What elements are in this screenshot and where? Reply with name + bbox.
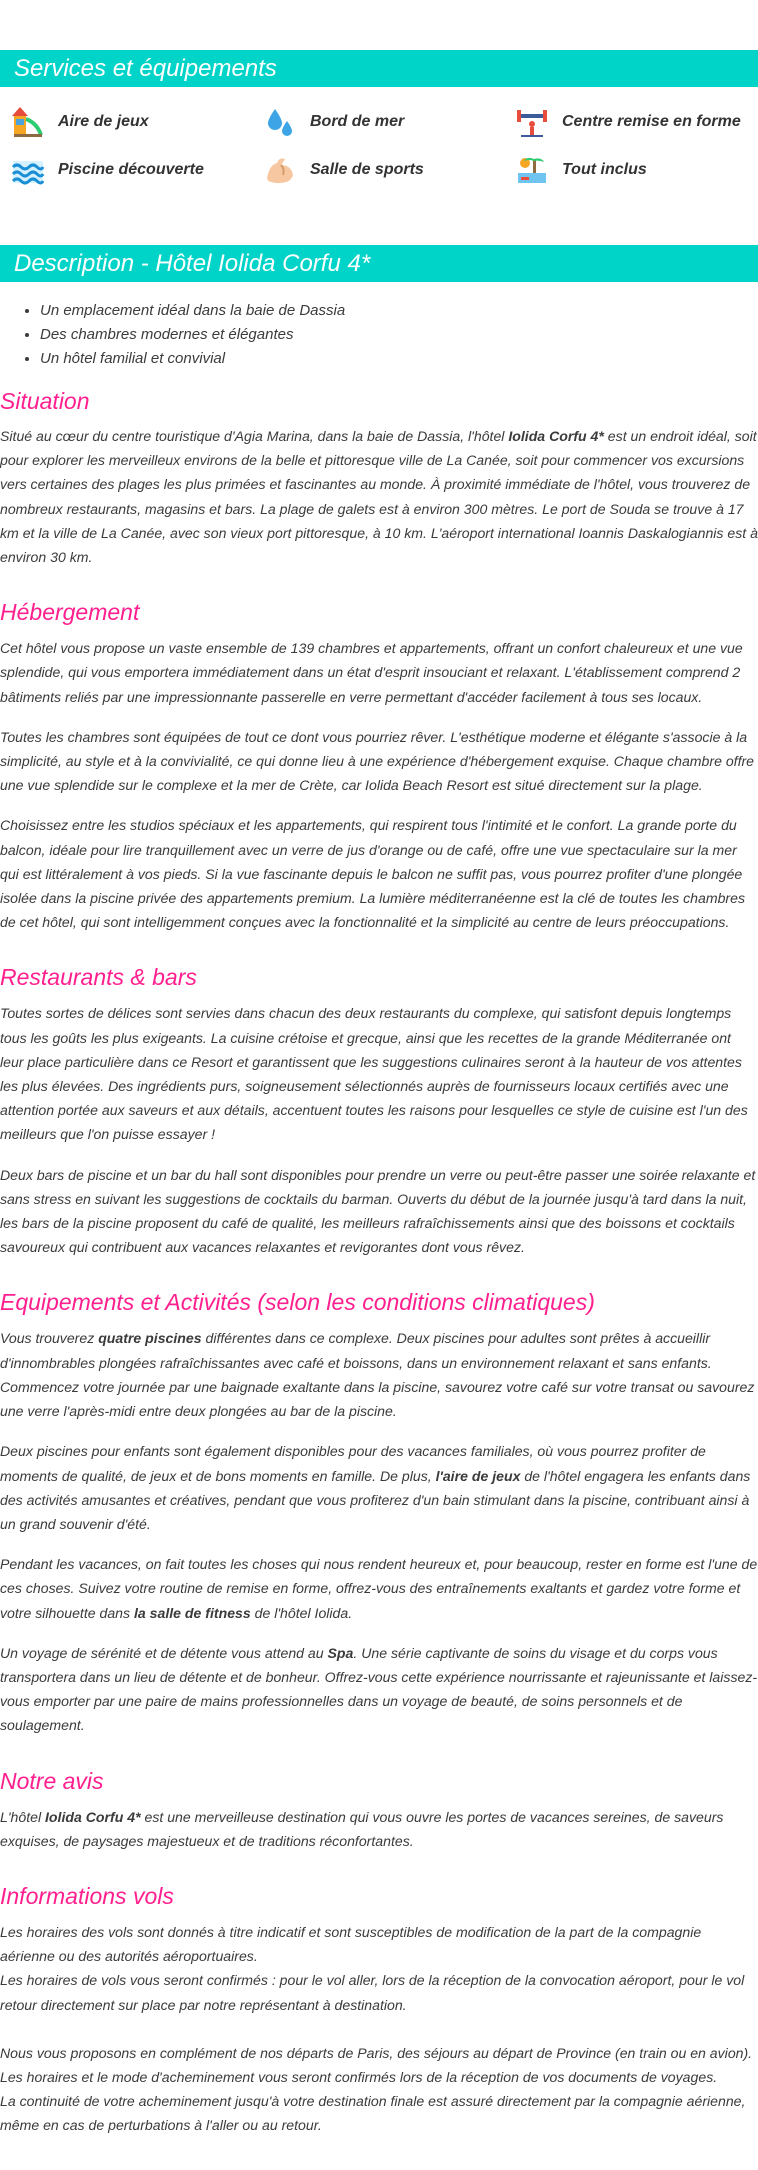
- muscle-arm-icon: [262, 152, 298, 188]
- main-content: [0, 388, 758, 2138]
- hebergement-paragraph: Cet hôtel vous propose un vaste ensemble de 139 chambres et appartements, offrant un confort chaleureux et une vue splendide, qui vous emportera immédiatement dans un état d'esprit insouciant et relaxant. L'établissement comprend 2 bâtiments reliés par une impressionnante passerelle en verre permettant d'accéder facilement à tous ses locaux.: [0, 640, 743, 705]
- hebergement-paragraph: Toutes les chambres sont équipées de tout ce dont vous pourriez rêver. L'esthétique moderne et élégante s'associe à la simplicité, au style et à la convivialité, ce qui donne lieu à une expérience d'hébergement exquise. Chaque chambre offre une vue splendide sur le complexe et la mer de Crète, car Iolida Beach Resort est situé directement sur la plage.: [0, 728, 755, 794]
- fitness-center-icon: [514, 104, 550, 140]
- vols-line: Les horaires des vols sont donnés à titre indicatif et sont susceptibles de modification de la part de la compagnie aérienne ou des autorités aéroportuaires.: [0, 1923, 702, 1965]
- water-drops-icon: [262, 104, 298, 140]
- service-label: Bord de mer: [310, 113, 405, 130]
- service-label: Tout inclus: [562, 161, 647, 178]
- vols-line: La continuité de votre acheminement jusqu'à votre destination finale est assuré directement par la compagnie aérienne, même en cas de perturbations à l'aller ou au retour.: [0, 2093, 746, 2134]
- hebergement-paragraph: Choisissez entre les studios spéciaux et les appartements, qui respirent tous l'intimité et le confort. La grande porte du balcon, idéale pour lire tranquillement avec un verre de jus d'orange ou de café, offre une vue spectaculaire sur la mer qui est littéralement à vos pieds. Si la vue fascinante depuis le balcon ne suffit pas, vous pourrez profiter d'une plongée isolée dans la piscine privée des appartements premium. La lumière méditerranéenne est la clé de toutes les chambres de cet hôtel, qui sont intelligemment conçues avec la fonctionnalité et la simplicité au centre de leurs préoccupations.: [0, 817, 746, 931]
- service-label: Centre remise en forme: [562, 113, 741, 130]
- services-title: Services et équipements: [14, 55, 277, 82]
- equipements-paragraph: Deux piscines pour enfants sont également disponibles pour des vacances familiales, où vous pourrez profiter de moments de qualité, de jeux et de bons moments en famille. De plus, l'aire de jeux de l'hôtel engagera les enfants dans des activités amusantes et créatives, pendant que vous profiterez d'un bain stimulant dans la piscine, contribuant ainsi à un grand souvenir d'été.: [0, 1443, 751, 1532]
- vols-heading: Informations vols: [0, 1882, 174, 1909]
- highlights-list: [0, 299, 345, 371]
- vols-line: Les horaires et le mode d'acheminement vous seront confirmés lors de la réception de vos documents de voyages.: [0, 2068, 718, 2085]
- vols-line: Nous vous proposons en complément de nos départs de Paris, des séjours au départ de Province (en train ou en avion).: [0, 2044, 753, 2061]
- equipements-paragraph: Pendant les vacances, on fait toutes les choses qui nous rendent heureux et, pour beaucoup, rester en forme est l'une de ces choses. Suivez votre routine de remise en forme, offrez-vous des entraînements exaltants et gardez votre forme et votre silhouette dans la salle de fitness de l'hôtel Iolida.: [0, 1556, 758, 1621]
- list-item: • Un emplacement idéal dans la baie de Dassia: [40, 299, 345, 323]
- hebergement-heading: Hébergement: [0, 599, 140, 626]
- service-item-all-inclusive: [514, 152, 647, 188]
- description-banner: [0, 245, 758, 282]
- equipements-heading: Equipements et Activités (selon les conditions climatiques): [0, 1289, 595, 1316]
- service-item-gym: [262, 152, 424, 188]
- service-label: Piscine découverte: [58, 161, 204, 178]
- pool-icon: [10, 152, 46, 188]
- services-banner: [0, 50, 758, 87]
- equipements-paragraph: Un voyage de sérénité et de détente vous attend au Spa. Une série captivante de soins du visage et du corps vous transportera dans un lieu de détente et de bonheur. Offrez-vous cette expérience nourrissante et rajeunissante et laissez-vous emporter par une paire de mains professionnelles dans un voyage de beauté, de soins personnels et de soulagement.: [0, 1644, 758, 1734]
- service-item-pool: [10, 152, 204, 188]
- avis-paragraph: L'hôtel Iolida Corfu 4* est une merveilleuse destination qui vous ouvre les portes de vacances sereines, de saveurs exquises, de paysages majestueux et de traditions réconfortantes.: [0, 1808, 724, 1849]
- equipements-paragraph: Vous trouverez quatre piscines différentes dans ce complexe. Deux piscines pour adultes sont prêtes à accueillir d'innombrables plongées rafraîchissantes avec café et boissons, dans un environnement relaxant et sans enfants. Commencez votre journée par une baignade exaltante dans la piscine, savourez votre café sur votre transat ou savourez une verre l'après-midi entre deux plongées au bar de la piscine.: [0, 1330, 755, 1420]
- situation-paragraph: Situé au cœur du centre touristique d'Agia Marina, dans la baie de Dassia, l'hôtel Iolida Corfu 4* est un endroit idéal, soit pour explorer les merveilleux environs de la belle et pittoresque ville de La Canée, soit pour commencer vos excursions vers certaines des plages les plus primées et fascinantes au monde. À proximité immédiate de l'hôtel, vous trouverez de nombreux restaurants, magasins et bars. La plage de galets est à environ 300 mètres. Le port de Souda se trouve à 17 km et la ville de La Canée, avec son vieux port pittoresque, à 10 km. L'aéroport international Ioannis Daskalogiannis est à environ 30 km.: [0, 428, 758, 566]
- restaurants-paragraph: Deux bars de piscine et un bar du hall sont disponibles pour prendre un verre ou peut-être passer une soirée relaxante et sans stress en suivant les suggestions de cocktails du barman. Ouverts du début de la journée jusqu'à tard dans la nuit, les bars de la piscine proposent du café de qualité, les meilleurs rafraîchissements ainsi que des boissons et cocktails savoureux qui contribuent aux vacances relaxantes et revigorantes dont vous rêvez.: [0, 1166, 756, 1256]
- service-label: Salle de sports: [310, 161, 424, 178]
- description-title: Description - Hôtel Iolida Corfu 4*: [14, 250, 371, 277]
- list-item: • Un hôtel familial et convivial: [40, 347, 345, 371]
- restaurants-paragraph: Toutes sortes de délices sont servies dans chacun des deux restaurants du complexe, qui satisfont depuis longtemps tous les goûts les plus exigeants. La cuisine crétoise et grecque, ainsi que les recettes de la grande Méditerranée ont leur place particulière dans ce Resort et garantissent que les suggestions culinaires seront à la hauteur de vos attentes les plus élevées. Des ingrédients purs, soigneusement sélectionnés auprès de fournisseurs locaux certifiés avec une attention portée aux saveurs et aux détails, accentuent toutes les raisons pour lesquelles ce style de cuisine est l'un des meilleurs que l'on puisse essayer !: [0, 1005, 748, 1143]
- avis-heading: Notre avis: [0, 1767, 104, 1794]
- service-item-playground: [10, 104, 149, 140]
- all-inclusive-icon: [514, 152, 550, 188]
- list-item: • Des chambres modernes et élégantes: [40, 323, 345, 347]
- service-item-seaside: [262, 104, 404, 140]
- playground-icon: [10, 104, 46, 140]
- vols-line: Les horaires de vols vous seront confirmés : pour le vol aller, lors de la réception de la convocation aéroport, pour le vol retour directement sur place par notre représentant à destination.: [0, 1972, 745, 2013]
- service-label: Aire de jeux: [58, 113, 149, 130]
- restaurants-heading: Restaurants & bars: [0, 964, 197, 991]
- service-item-fitness-center: [514, 104, 741, 140]
- situation-heading: Situation: [0, 388, 90, 414]
